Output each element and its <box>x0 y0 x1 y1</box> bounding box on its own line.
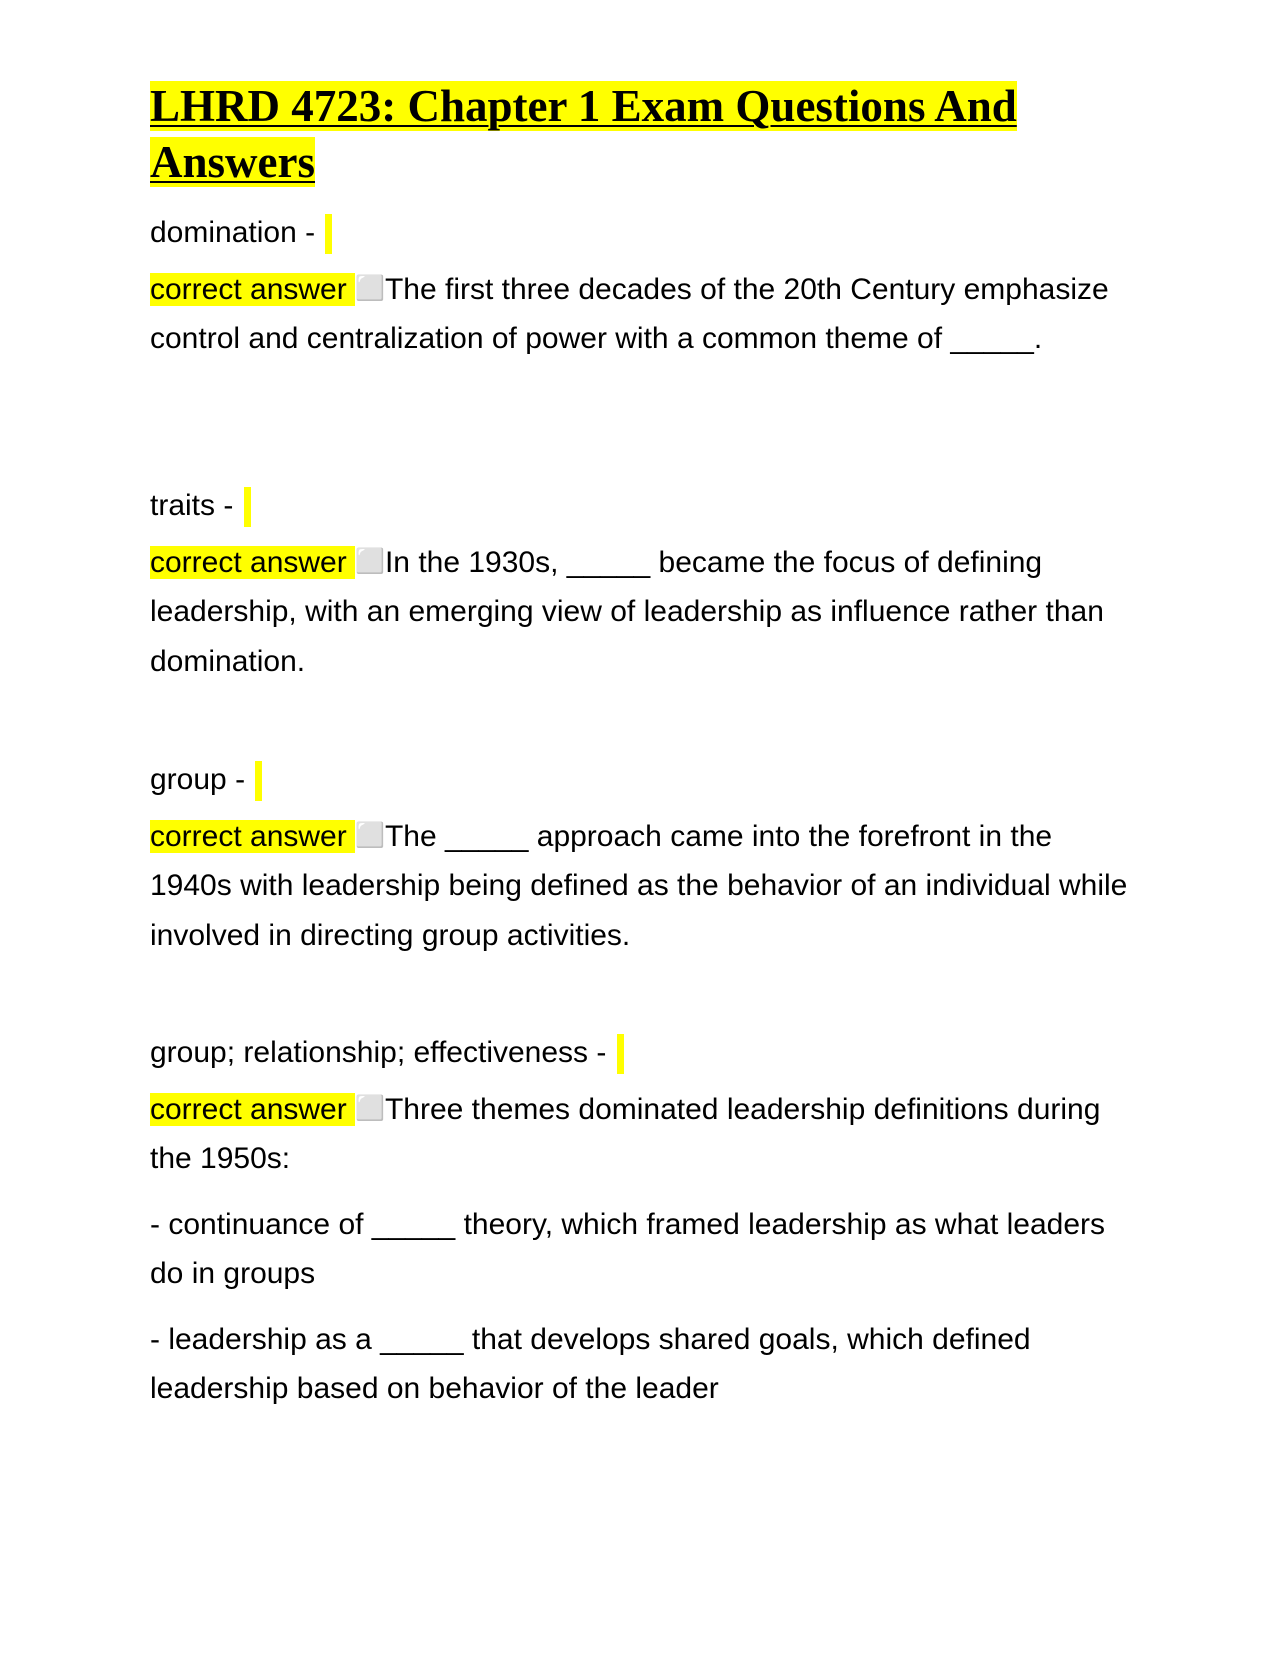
correct-answer-label: correct answer <box>150 272 356 306</box>
card-definition <box>150 1084 1140 1184</box>
card-definition-text: The first three decades of the 20th Century emphasize control and centralization of power with a common theme of _____. <box>150 272 1109 355</box>
highlight-marker <box>325 214 332 254</box>
card-definition <box>150 264 1140 364</box>
card-term-text: traits - <box>150 489 242 522</box>
correct-answer-label: correct answer <box>150 545 356 579</box>
card-term <box>150 1028 1140 1078</box>
card-definition <box>150 811 1140 961</box>
missing-glyph-icon: ⬜ <box>355 1093 385 1122</box>
card-definition-text: The _____ approach came into the forefront in the 1940s with leadership being defined as the behavior of an individual while involved in directing group activities. <box>150 819 1128 952</box>
flashcard-3 <box>150 755 1140 960</box>
card-definition-text: In the 1930s, _____ became the focus of defining leadership, with an emerging view of leadership as influence rather than domination. <box>150 545 1104 678</box>
flashcard-1 <box>150 208 1140 364</box>
card-bullet: - continuance of _____ theory, which framed leadership as what leaders do in groups <box>150 1207 1106 1290</box>
card-term <box>150 208 1140 258</box>
document-title-text: LHRD 4723: Chapter 1 Exam Questions And Answers <box>150 81 1017 187</box>
card-term <box>150 481 1140 531</box>
card-definition-text: Three themes dominated leadership definitions during the 1950s: <box>150 1092 1101 1175</box>
flashcard-4 <box>150 1028 1140 1414</box>
card-term-text: domination - <box>150 216 324 249</box>
correct-answer-label: correct answer <box>150 1092 356 1126</box>
document-title <box>150 78 1140 190</box>
highlight-marker <box>244 487 251 527</box>
missing-glyph-icon: ⬜ <box>355 273 385 302</box>
card-term <box>150 755 1140 805</box>
card-bullet: - leadership as a _____ that develops shared goals, which defined leadership based on behavior of the leader <box>150 1322 1031 1405</box>
highlight-marker <box>617 1034 624 1074</box>
card-term-text: group - <box>150 763 254 796</box>
highlight-marker <box>255 761 262 801</box>
flashcard-2 <box>150 481 1140 686</box>
card-term-text: group; relationship; effectiveness - <box>150 1036 615 1069</box>
correct-answer-label: correct answer <box>150 819 356 853</box>
missing-glyph-icon: ⬜ <box>355 820 385 849</box>
missing-glyph-icon: ⬜ <box>355 546 385 575</box>
card-definition <box>150 537 1140 687</box>
document-content <box>150 78 1140 1405</box>
